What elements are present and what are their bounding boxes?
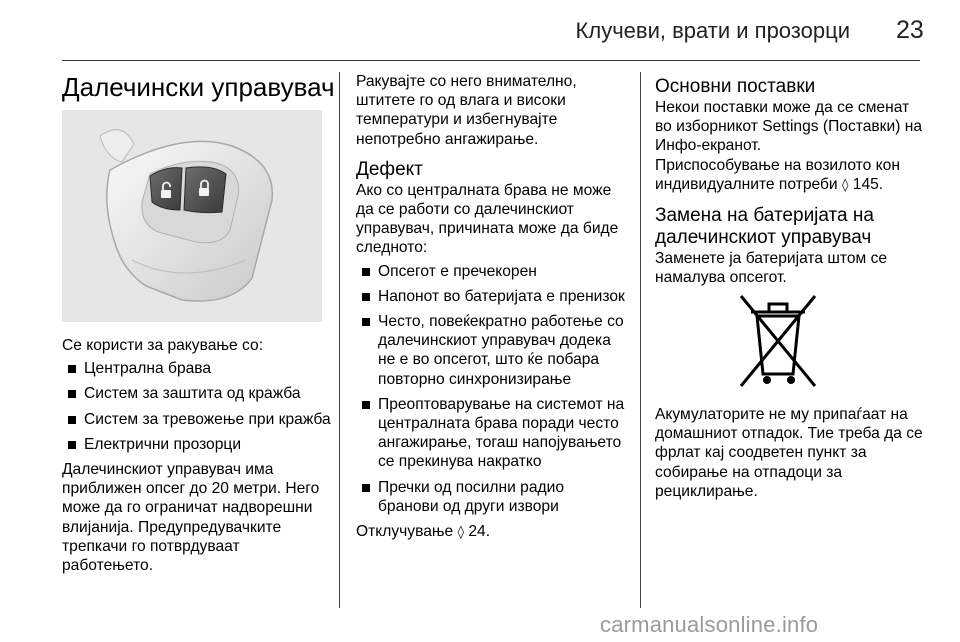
column-divider-1 (339, 72, 340, 608)
fault-intro: Ако со централната брава не може да се работи со далечинскиот управувач, причината може да биде следното: (356, 181, 619, 257)
header-rule (62, 60, 920, 61)
unlock-page-link[interactable]: 24. (468, 523, 491, 541)
list-item: Електрични прозорци (62, 435, 332, 454)
list-item: Напонот во батеријата е пренизок (356, 287, 628, 306)
list-item: Централна брава (62, 359, 332, 378)
usage-list (62, 359, 332, 454)
page-reference-arrow-icon: ◊ (457, 525, 464, 541)
section-title: Далечински управувач (62, 72, 335, 102)
list-item: Опсегот е пречекорен (356, 262, 628, 281)
list-item: Систем за тревожење при кражба (62, 410, 332, 429)
personalisation-page-link[interactable]: 145. (852, 175, 884, 193)
remote-key-fob-icon (62, 110, 322, 322)
page-header-title: Клучеви, врати и прозорци (575, 18, 850, 43)
battery-replacement-heading: Замена на батеријата на далечинскиот управувач (655, 205, 874, 249)
page-reference-arrow-icon: ◊ (841, 177, 849, 193)
list-item: Систем за заштита од кражба (62, 384, 332, 403)
crossed-out-bin-icon (733, 290, 823, 392)
battery-paragraph: Заменете ја батеријата штом се намалува опсегот. (655, 250, 888, 287)
column-2-body (356, 72, 628, 542)
unlock-label: Отклучување (356, 523, 454, 541)
fault-heading: Дефект (356, 158, 423, 180)
usage-intro: Се користи за ракување со: (62, 337, 264, 354)
list-item: Пречки од посилни радио бранови од други извори (356, 478, 628, 516)
recycling-paragraph: Акумулаторите не му припаѓаат на домашниот отпадок. Тие треба да се фрлат кај соодветен пункт за собирање на отпадоци за рециклирање. (655, 406, 923, 500)
column-3-bottom (655, 405, 927, 501)
settings-paragraph: Некои поставки може да се сменат во изборникот Settings (Поставки) на Инфо-екранот. (655, 99, 923, 155)
personalisation-paragraph: Приспособување на возилото кон индивидуалните потреби ◊ 145. (655, 156, 900, 193)
handling-paragraph: Ракувајте со него внимателно, штитете го од влага и високи температури и избегнувајте непотребно ангажирање. (356, 73, 577, 148)
remote-key-fob-illustration (62, 110, 322, 322)
unlock-reference (356, 522, 628, 542)
fault-list (356, 262, 628, 516)
column-divider-2 (640, 72, 641, 608)
list-item: Често, повеќекратно работење со далечинскиот управувач додека не е во опсегот, што ќе побара повторно синхронизирање (356, 312, 628, 389)
range-paragraph: Далечинскиот управувач има приближен опсег до 20 метри. Него може да го ограничат надворешни влијанија. Предупредувачките трепкачи го потврдуваат работењето. (62, 461, 320, 575)
page-number: 23 (896, 16, 924, 44)
site-watermark: carmanualsonline.info (600, 612, 819, 637)
list-item: Преоптоварување на системот на централната брава поради често ангажирање, тогаш напојувањето се прекинува накратко (356, 395, 628, 472)
column-3-body (655, 76, 927, 287)
weee-disposal-symbol (733, 290, 823, 392)
column-1-body (62, 336, 332, 575)
basic-settings-heading: Основни поставки (655, 76, 816, 97)
